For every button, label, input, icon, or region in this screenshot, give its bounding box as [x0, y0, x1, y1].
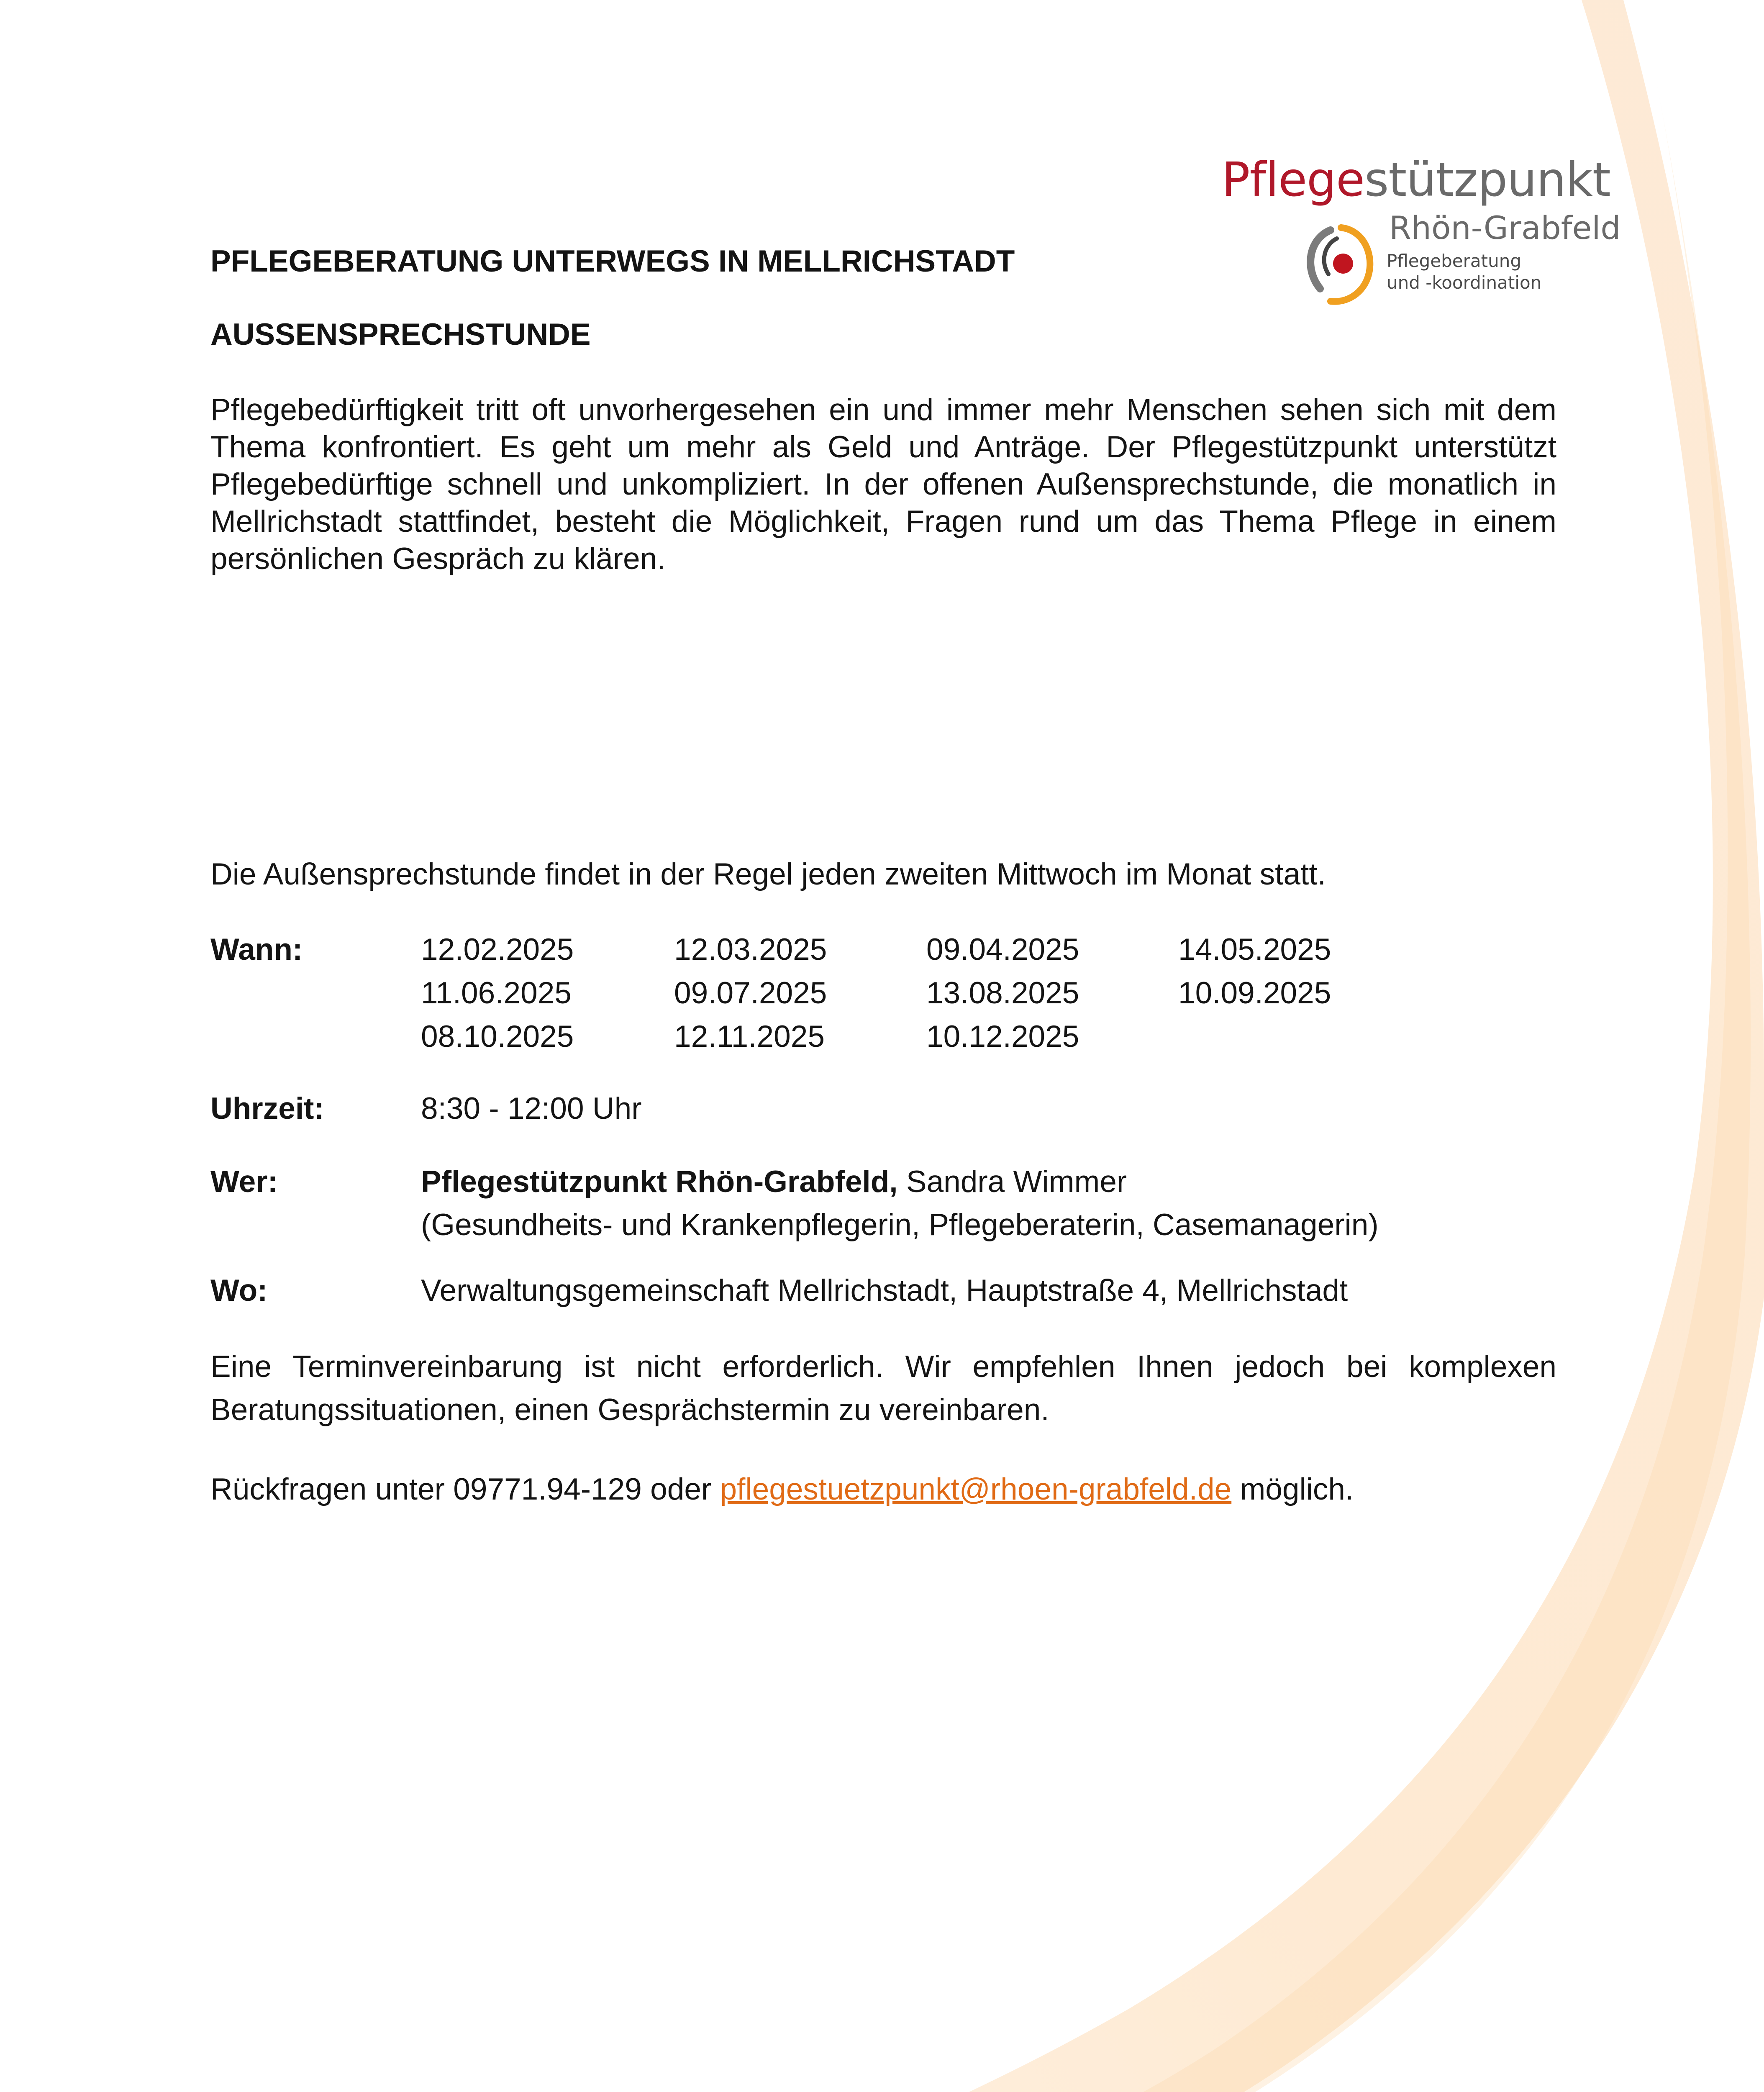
schedule-rule: Die Außensprechstunde findet in der Regel jeden zweiten Mittwoch im Monat statt. [210, 857, 1326, 891]
logo-region: Rhön-Grabfeld [1389, 209, 1621, 246]
date-item: 09.04.2025 [926, 933, 1079, 967]
intro-paragraph: Pflegebedürftigkeit tritt oft unvorhergesehen ein und immer mehr Menschen sehen sich mit dem Thema konfrontiert. Es geht um mehr als Geld und Anträge. Der Pflegestützpunkt unterstützt Pflegebedürftige schnell und unkompliziert. In der offenen Außensprechstunde, die monatlich in Mellrichstadt stattfindet, besteht die Möglichkeit, Fragen rund um das Thema Pflege in einem persönlichen Gespräch zu klären. [210, 393, 1556, 576]
where-value: Verwaltungsgemeinschaft Mellrichstadt, Hauptstraße 4, Mellrichstadt [421, 1274, 1348, 1308]
who-label: Wer: [210, 1165, 278, 1199]
time-label: Uhrzeit: [210, 1092, 324, 1125]
email-link[interactable]: pflegestuetzpunkt@rhoen-grabfeld.de [720, 1472, 1232, 1506]
date-item: 10.12.2025 [926, 1020, 1079, 1054]
who-organization: Pflegestützpunkt Rhön-Grabfeld, [421, 1165, 898, 1199]
date-item: 13.08.2025 [926, 976, 1079, 1010]
appointment-note: Eine Terminvereinbarung ist nicht erforderlich. Wir empfehlen Ihnen jedoch bei komplexen Beratungssituationen, einen Gesprächstermin zu vereinbaren. [210, 1350, 1556, 1427]
logo [1213, 151, 1621, 318]
date-item: 09.07.2025 [674, 976, 827, 1010]
when-label: Wann: [210, 933, 303, 967]
date-item: 10.09.2025 [1178, 976, 1331, 1010]
date-item: 11.06.2025 [421, 976, 572, 1010]
page-subtitle: AUSSENSPRECHSTUNDE [210, 318, 591, 351]
time-value: 8:30 - 12:00 Uhr [421, 1092, 642, 1125]
logo-name: Pflegestützpunkt [1222, 153, 1610, 207]
date-item: 12.11.2025 [674, 1020, 825, 1054]
date-item: 12.03.2025 [674, 933, 827, 967]
where-label: Wo: [210, 1274, 268, 1308]
page-title: PFLEGEBERATUNG UNTERWEGS IN MELLRICHSTADT [210, 244, 1015, 278]
who-value [421, 1163, 1556, 1243]
logo-tagline: Pflegeberatung und -koordination [1387, 251, 1542, 293]
date-item: 08.10.2025 [421, 1020, 574, 1054]
who-person: Sandra Wimmer [897, 1165, 1127, 1199]
logo-mark-icon [1301, 222, 1377, 305]
contact-line: Rückfragen unter 09771.94-129 oder pflegestuetzpunkt@rhoen-grabfeld.de möglich. [210, 1472, 1354, 1506]
date-item: 12.02.2025 [421, 933, 574, 967]
date-item: 14.05.2025 [1178, 933, 1331, 967]
who-role: (Gesundheits- und Krankenpflegerin, Pflegeberaterin, Casemanagerin) [421, 1208, 1379, 1242]
